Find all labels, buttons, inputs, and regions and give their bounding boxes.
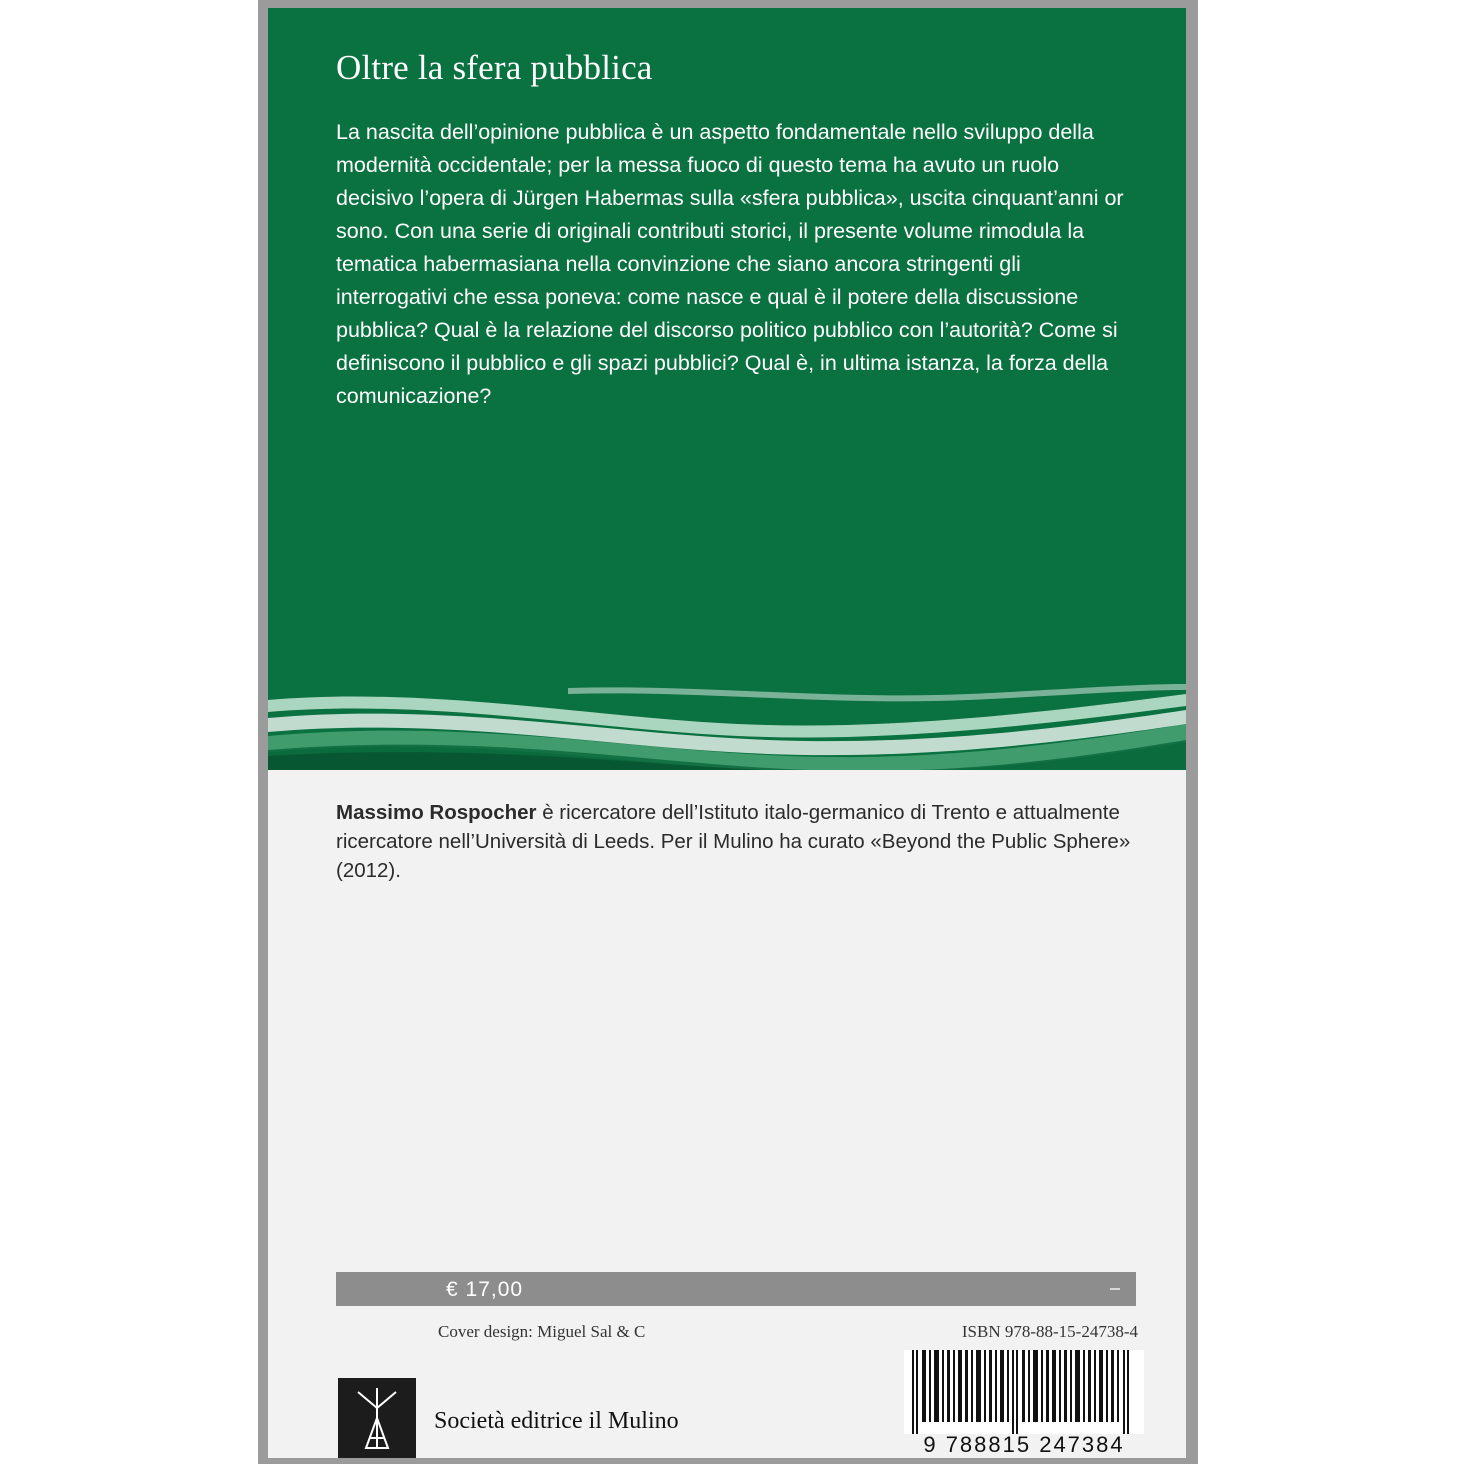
wave-svg — [268, 684, 1186, 770]
author-bio-text: è ricercatore dell’Istituto italo-germanico di Trento e attualmente ricercatore nell’Università di Leeds. Per il Mulino ha curato «Beyond the Public Sphere» (2012). — [336, 801, 1131, 882]
barcode-bars — [904, 1350, 1144, 1434]
barcode — [904, 1350, 1144, 1458]
author-name: Massimo Rospocher — [336, 801, 537, 824]
publisher-logo-icon — [338, 1378, 416, 1458]
barcode-digits: 9 788815 247384 — [923, 1432, 1125, 1457]
price-bar — [336, 1272, 1136, 1306]
price-label: € 17,00 — [446, 1278, 524, 1301]
cover-design-credit: Cover design: Miguel Sal & C — [438, 1322, 646, 1341]
wave-graphic — [268, 684, 1186, 770]
white-info-panel — [268, 770, 1186, 1458]
book-blurb: La nascita dell’opinione pubblica è un aspetto fondamentale nello sviluppo della modernità occidentale; per la messa fuoco di questo tema ha avuto un ruolo decisivo l’opera di Jürgen Habermas sulla «sfera pubblica», uscita cinquant’anni or sono. Con una serie di originali contributi storici, il presente volume rimodula la tematica habermasiana nella convinzione che siano ancora stringenti gli interrogativi che essa poneva: come nasce e qual è il potere della discussione pubblica? Qual è la relazione del discorso politico pubblico con l’autorità? Come si definiscono il pubblico e gli spazi pubblici? Qual è, in ultima istanza, la forza della comunicazione? — [336, 120, 1124, 408]
book-title: Oltre la sfera pubblica — [336, 48, 653, 87]
price-bar-tick — [1110, 1288, 1120, 1290]
mulino-windmill-icon — [338, 1378, 416, 1458]
green-cover-panel — [268, 8, 1186, 770]
publisher-name: Società editrice il Mulino — [434, 1408, 679, 1434]
book-back-cover — [268, 8, 1186, 1458]
author-bio — [336, 798, 1136, 885]
isbn-label: ISBN 978-88-15-24738-4 — [961, 1322, 1138, 1341]
